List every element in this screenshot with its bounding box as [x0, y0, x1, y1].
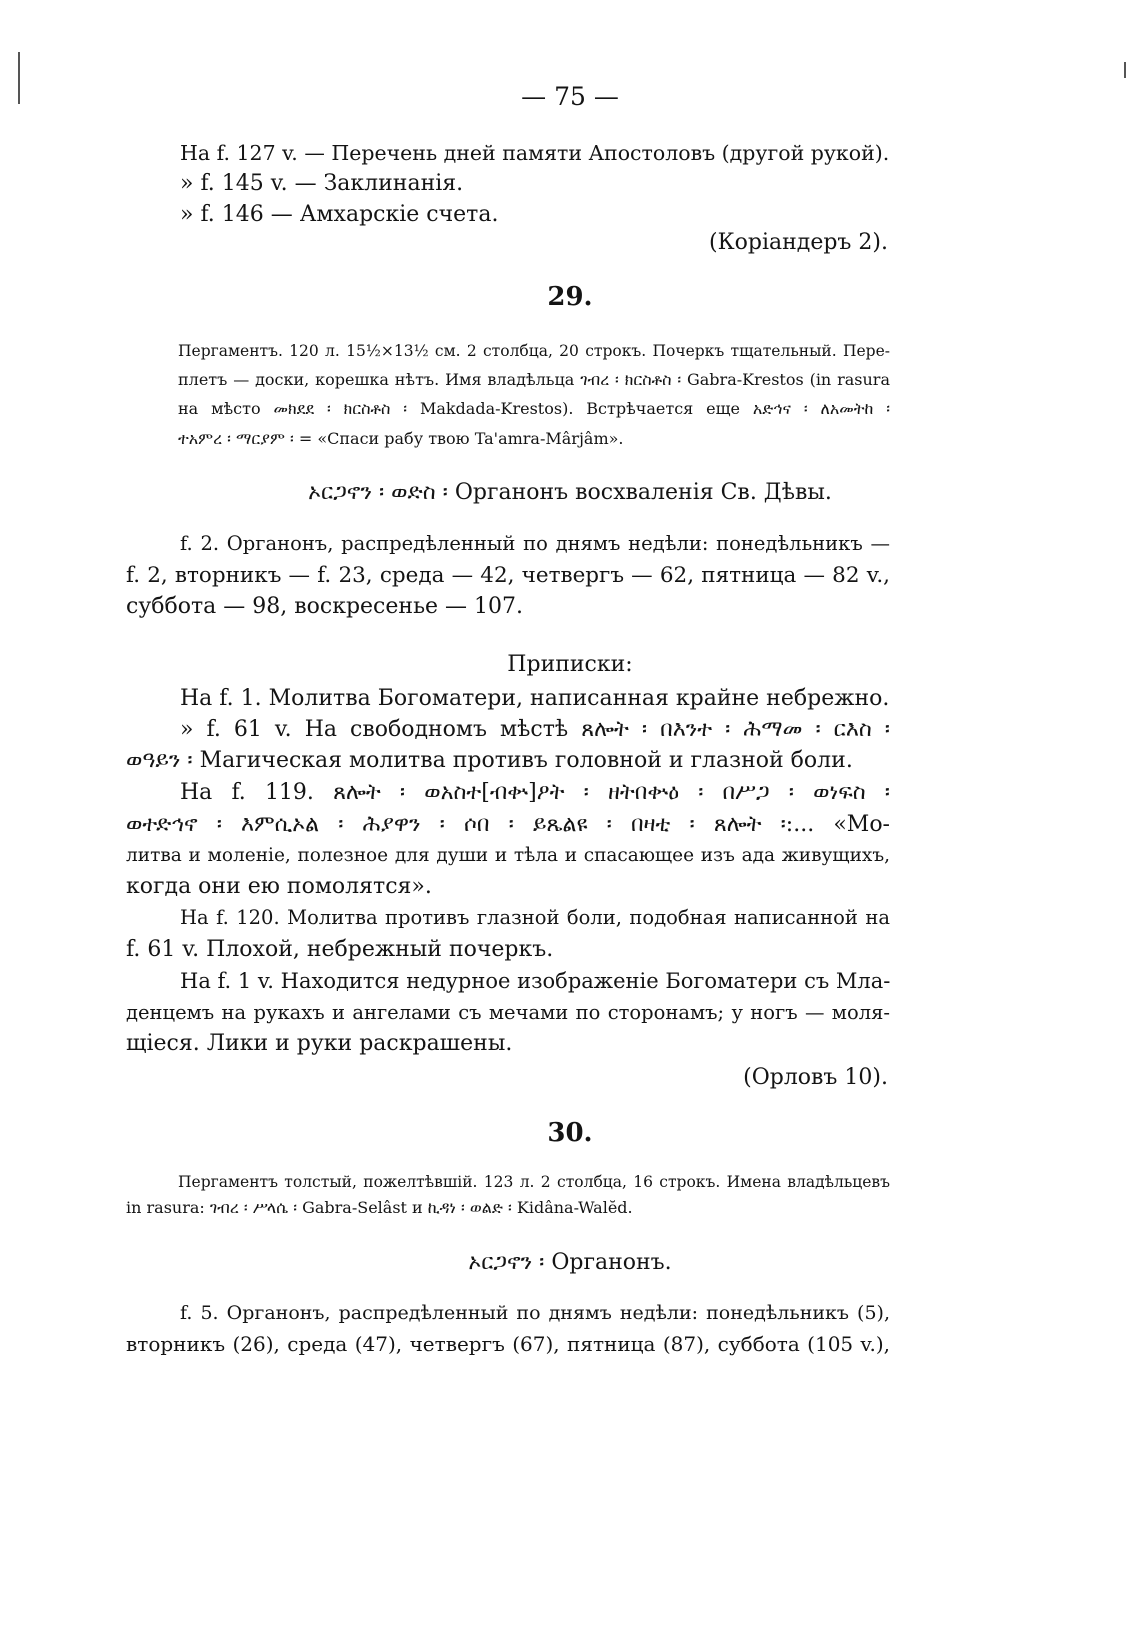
- entry-29-description-line: плетъ — доски, корешка нѣтъ. Имя владѣльца ገብረ ፡ ክርስቶስ ፡ Gabra-Krestos (in rasura: [178, 370, 890, 389]
- entry-29-source: (Орловъ 10).: [743, 1065, 888, 1090]
- entry-30-title: ኦርጋኖን ፡ Органонъ.: [468, 1250, 672, 1275]
- note-line: ወዓይን ፡ Магическая молитва противъ головной и глазной боли.: [126, 748, 853, 773]
- intro-line: » f. 145 v. — Заклинанія.: [180, 171, 464, 196]
- entry-29-description-line: на мѣсто መክደደ ፡ ክርስቶስ ፡ Makdada-Krestos). Встрѣчается еще አድኅና ፡ ለአመትከ ፡: [178, 399, 890, 418]
- note-line: литва и моленіе, полезное для души и тѣла и спасающее изъ ада живущихъ,: [126, 845, 890, 866]
- note-line: щіеся. Лики и руки раскрашены.: [126, 1031, 513, 1056]
- intro-line: На f. 127 v. — Перечень дней памяти Апостоловъ (другой рукой).: [180, 141, 890, 165]
- note-line: f. 61 v. Плохой, небрежный почеркъ.: [126, 937, 554, 962]
- notes-heading: Приписки:: [507, 652, 633, 677]
- entry-29-description-line: ተአምረ ፡ ማርያም ፡ = «Спаси рабу твою Ta'amra-Mârjâm».: [178, 429, 624, 448]
- note-line: На f. 1 v. Находится недурное изображеніе Богоматери съ Мла-: [180, 969, 891, 993]
- entry-30-description-line: in rasura: ገብረ ፡ ሥላሴ ፡ Gabra-Selâst и ኪዳነ ፡ ወልድ ፡ Kidâna-Walĕd.: [126, 1198, 633, 1217]
- note-line: На f. 120. Молитва противъ глазной боли, подобная написанной на: [180, 906, 890, 929]
- entry-29-number: 29.: [547, 282, 593, 312]
- entry-29-body-line: f. 2, вторникъ — f. 23, среда — 42, четвергъ — 62, пятница — 82 v.,: [126, 563, 890, 588]
- note-line: » f. 61 v. На свободномъ мѣстѣ ጸሎት ፡ በእንተ ፡ ሕማመ ፡ ርእስ ፡: [180, 717, 890, 742]
- entry-30-body-line: f. 5. Органонъ, распредѣленный по днямъ недѣли: понедѣльникъ (5),: [180, 1302, 890, 1324]
- entry-29-body-line: f. 2. Органонъ, распредѣленный по днямъ недѣли: понедѣльникъ —: [180, 532, 890, 555]
- entry-30-description-line: Пергаментъ толстый, пожелтѣвшій. 123 л. 2 столбца, 16 строкъ. Имена владѣльцевъ: [178, 1173, 890, 1191]
- entry-30-number: 30.: [547, 1118, 593, 1148]
- note-line: На f. 1. Молитва Богоматери, написанная крайне небрежно.: [180, 686, 890, 711]
- note-line: когда они ею помолятся».: [126, 874, 432, 899]
- note-line: На f. 119. ጸሎት ፡ ወአስተ[ብቍ]ዖት ፡ ዘትበቍዕ ፡ በሥጋ ፡ ወነፍስ ፡: [180, 780, 890, 805]
- entry-29-title: ኦርጋኖን ፡ ወድስ ፡ Органонъ восхваленія Св. Дѣвы.: [308, 480, 832, 505]
- intro-source: (Коріандеръ 2).: [709, 230, 888, 255]
- note-line: ወተድኅኖ ፡ እምሲኦል ፡ ሕያዋን ፡ ሶበ ፡ ይጼልዩ ፡ በዛቲ ፡ ጸሎት ፡:... «Мо-: [126, 812, 890, 837]
- page-number: — 75 —: [521, 82, 619, 111]
- entry-29-description-line: Пергаментъ. 120 л. 15½×13½ см. 2 столбца, 20 строкъ. Почеркъ тщательный. Пере-: [178, 342, 890, 360]
- intro-line: » f. 146 — Амхарскіе счета.: [180, 202, 499, 227]
- note-line: денцемъ на рукахъ и ангелами съ мечами по сторонамъ; у ногъ — моля-: [126, 1001, 890, 1024]
- entry-30-body-line: вторникъ (26), среда (47), четвергъ (67), пятница (87), суббота (105 v.),: [126, 1332, 890, 1356]
- entry-29-body-line: суббота — 98, воскресенье — 107.: [126, 594, 524, 619]
- right-margin-mark: [1124, 62, 1126, 78]
